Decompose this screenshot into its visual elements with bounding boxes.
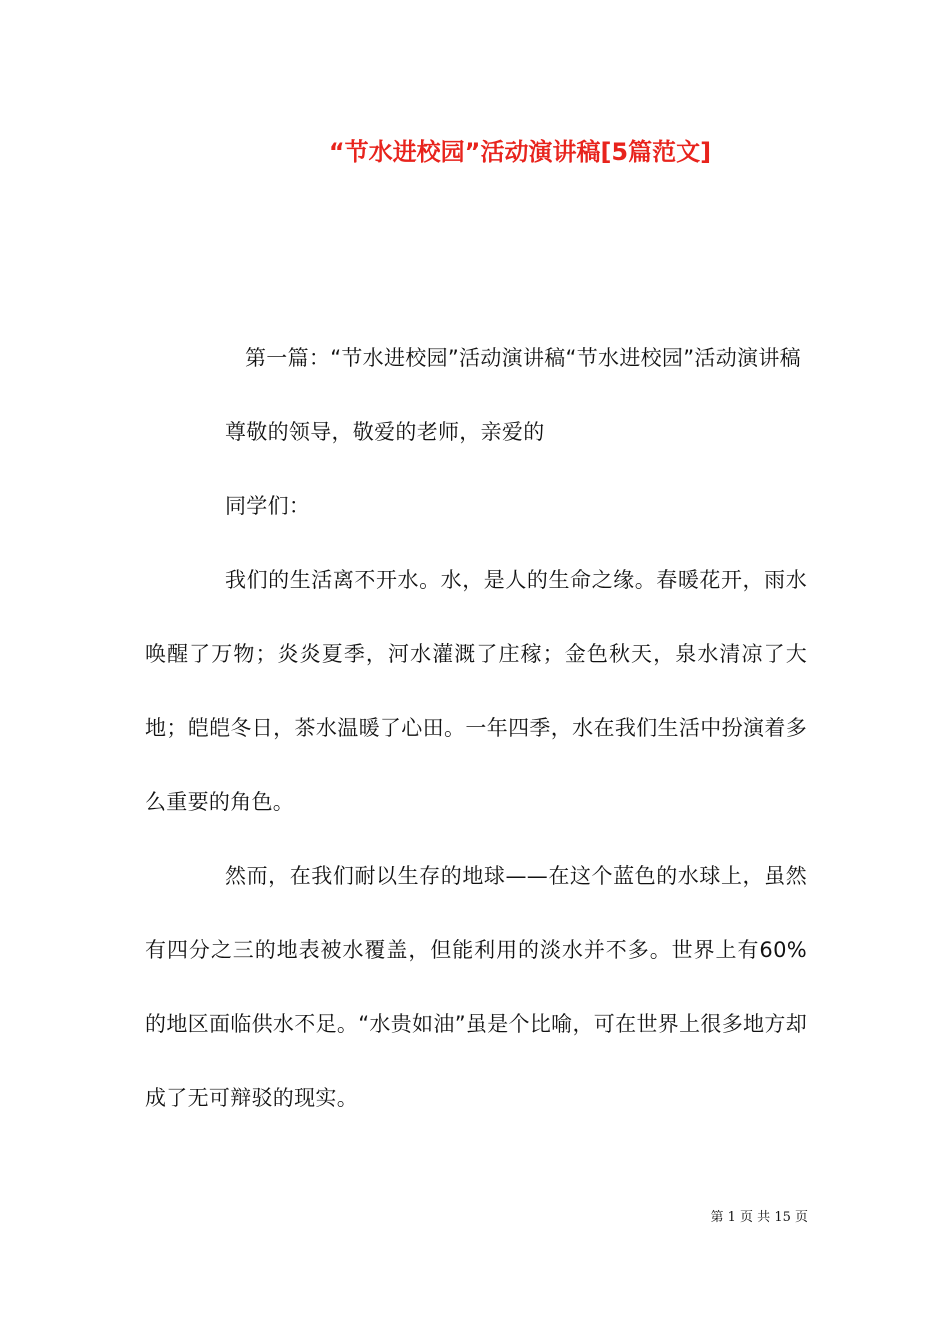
document-title: “节水进校园”活动演讲稿[5篇范文] — [328, 138, 712, 166]
paragraph-water-scarcity: 然而，在我们耐以生存的地球——在这个蓝色的水球上，虽然有四分之三的地表被水覆盖，但能利用的淡水并不多。世界上有60%的地区面临供水不足。“水贵如油”虽是个比喻，可在世界上很多地方却成了无可辩驳的现实。 — [145, 864, 807, 1110]
paragraph-salutation: 尊敬的领导，敬爱的老师，亲爱的 — [225, 420, 545, 444]
paragraph-salutation-cont: 同学们： — [225, 494, 311, 518]
paragraph-water-life: 我们的生活离不开水。水，是人的生命之缘。春暖花开，雨水唤醒了万物；炎炎夏季，河水灌溉了庄稼；金色秋天，泉水清凉了大地；皑皑冬日，茶水温暖了心田。一年四季，水在我们生活中扮演着多么重要的角色。 — [145, 568, 807, 814]
page-footer: 第 1 页 共 15 页 — [710, 1210, 808, 1225]
document-body — [145, 321, 807, 1135]
section-heading: 第一篇：“节水进校园”活动演讲稿“节水进校园”活动演讲稿 — [245, 346, 801, 370]
